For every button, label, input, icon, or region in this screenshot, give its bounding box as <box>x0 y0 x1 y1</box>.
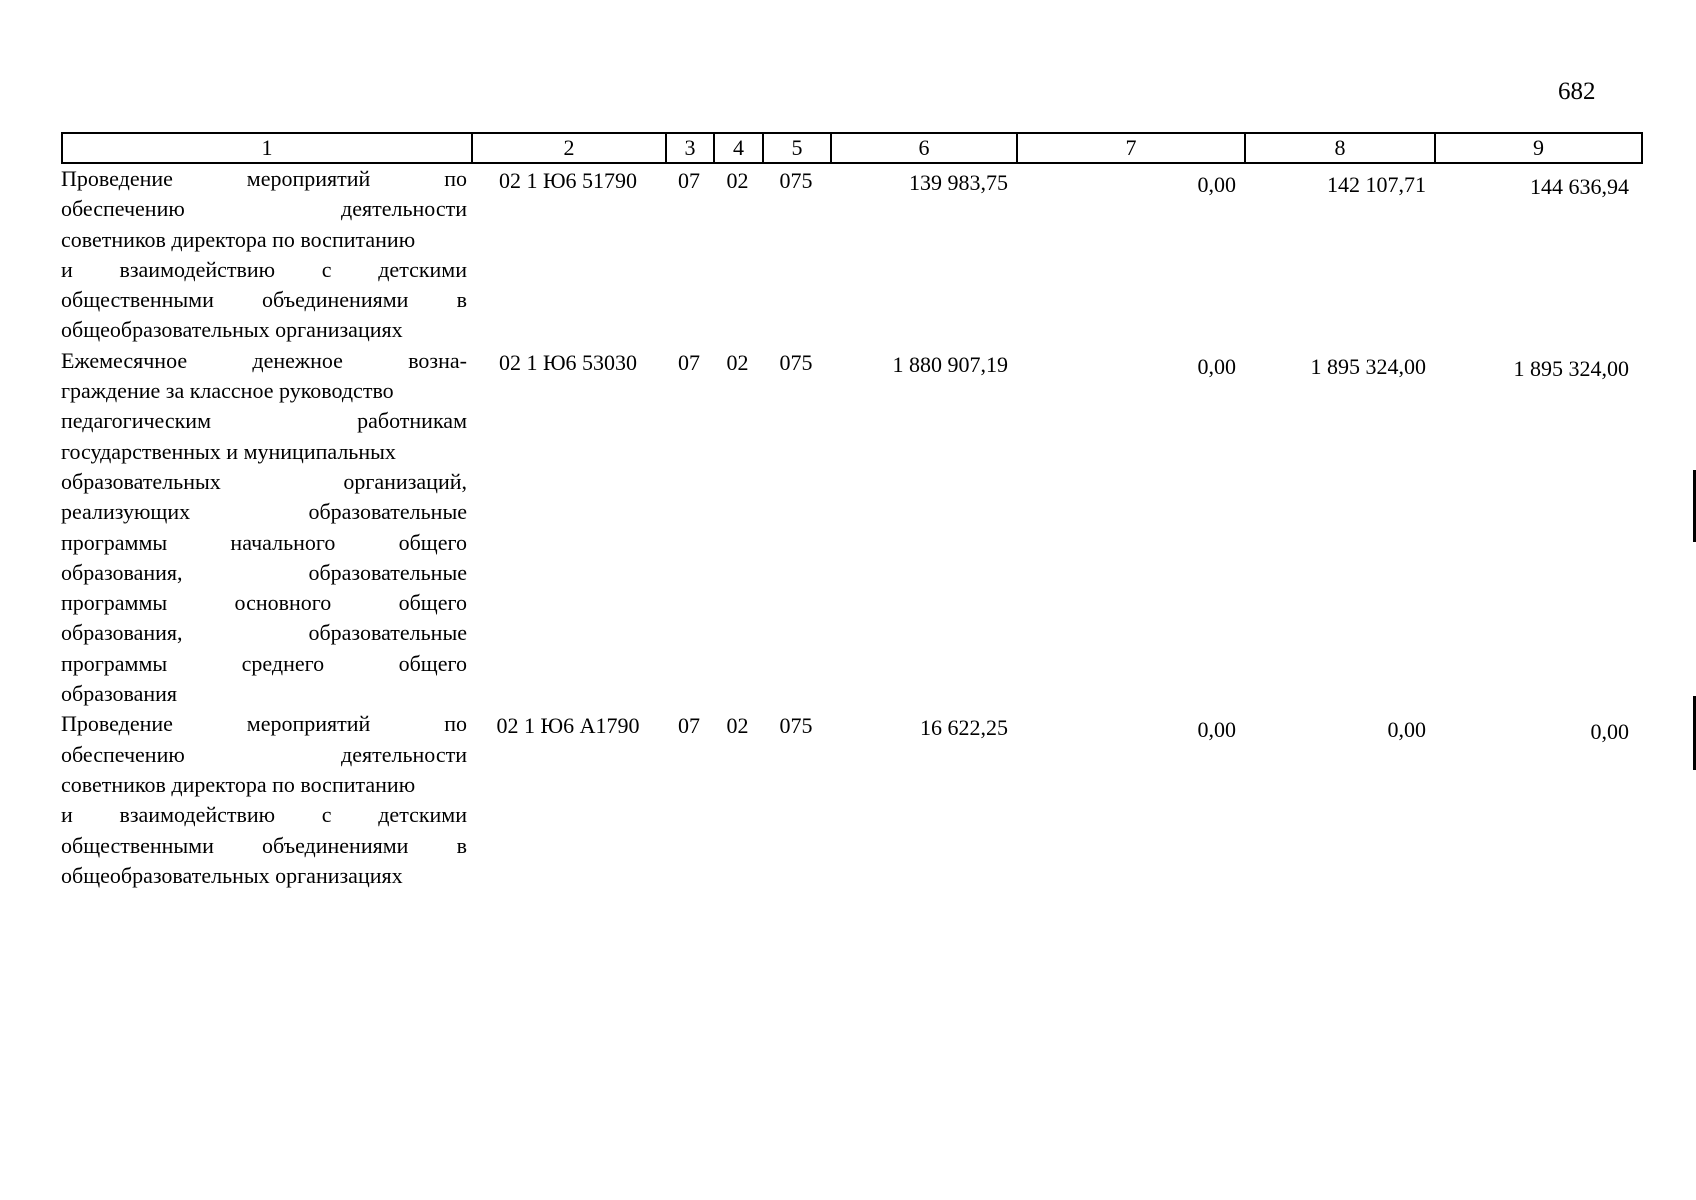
name-word: образовательные <box>308 499 467 525</box>
table-header <box>61 132 1643 164</box>
amount-col6-cell: 1 880 907,19 <box>892 351 1008 377</box>
name-word: деятельности <box>341 196 467 222</box>
amount-col8-cell: 0,00 <box>1387 717 1426 743</box>
name-word: программы <box>61 650 168 676</box>
section-cell: 07 <box>678 349 700 375</box>
amount-col8-cell: 1 895 324,00 <box>1310 353 1426 379</box>
name-word: общего <box>398 590 467 616</box>
row-name-cell <box>61 164 471 346</box>
name-word: государственных и муниципальных <box>61 438 396 464</box>
name-word: советников директора по воспитанию <box>61 226 416 252</box>
column-header-1: 1 <box>61 134 471 162</box>
expense-type-cell: 075 <box>779 349 813 375</box>
name-line <box>61 679 467 709</box>
name-line <box>61 831 467 861</box>
row-name-cell <box>61 709 471 891</box>
amount-col6-cell: 16 622,25 <box>920 715 1008 741</box>
code-cell: 02 1 Ю6 53030 <box>498 349 638 375</box>
name-line <box>61 285 467 315</box>
name-word: образования <box>61 681 178 707</box>
name-word: общего <box>398 529 467 555</box>
section-cell: 07 <box>678 713 700 739</box>
name-line <box>61 558 467 588</box>
amount-col9-cell: 144 636,94 <box>1530 174 1629 199</box>
name-word: образовательные <box>308 559 467 585</box>
row-name-cell <box>61 346 471 710</box>
name-word: детскими <box>378 802 467 828</box>
name-word: начального <box>230 529 336 555</box>
name-word: общеобразовательных организациях <box>61 317 403 343</box>
name-line <box>61 649 467 679</box>
subsection-cell: 02 <box>726 349 749 375</box>
column-header-3: 3 <box>665 134 713 162</box>
table-body <box>61 164 1643 891</box>
name-word: Проведение <box>61 166 173 191</box>
column-header-8: 8 <box>1244 134 1434 162</box>
name-word: программы <box>61 590 168 616</box>
name-word: граждение за классное руководство <box>61 378 394 404</box>
page-number: 682 <box>1558 78 1596 105</box>
name-line <box>61 528 467 558</box>
name-line <box>61 437 467 467</box>
column-header-2: 2 <box>471 134 665 162</box>
name-word: денежное <box>252 347 343 373</box>
name-word: организаций, <box>343 468 467 494</box>
name-line <box>61 164 467 194</box>
name-line <box>61 376 467 406</box>
name-word: мероприятий <box>246 711 371 737</box>
name-line <box>61 588 467 618</box>
amount-col9-cell: 0,00 <box>1590 719 1629 745</box>
name-line <box>61 740 467 770</box>
amount-col6-cell: 139 983,75 <box>909 170 1008 195</box>
name-word: по <box>444 166 467 191</box>
table-row <box>61 346 1643 710</box>
name-word: общего <box>398 650 467 676</box>
name-word: с <box>321 802 332 828</box>
name-word: общеобразовательных организациях <box>61 862 403 888</box>
name-line <box>61 709 467 739</box>
name-line <box>61 467 467 497</box>
name-line <box>61 800 467 830</box>
column-header-7: 7 <box>1016 134 1244 162</box>
name-word: образовательные <box>308 620 467 646</box>
subsection-cell: 02 <box>726 713 749 739</box>
expense-type-cell: 075 <box>779 713 813 739</box>
name-word: образования, <box>61 559 183 585</box>
name-word: среднего <box>241 650 325 676</box>
amount-col7-cell: 0,00 <box>1197 717 1236 743</box>
name-word: объединениями <box>262 832 409 858</box>
name-line <box>61 225 467 255</box>
name-word: общественными <box>61 832 214 858</box>
name-word: взаимодействию <box>119 256 276 282</box>
name-word: работникам <box>357 408 467 434</box>
name-word: основного <box>234 590 332 616</box>
name-word: образовательных <box>61 468 221 494</box>
name-line <box>61 618 467 648</box>
name-line <box>61 346 467 376</box>
table-row <box>61 164 1643 346</box>
name-word: в <box>456 287 467 313</box>
amount-col7-cell: 0,00 <box>1197 353 1236 379</box>
name-word: по <box>444 711 467 737</box>
name-word: в <box>456 832 467 858</box>
amount-col7-cell: 0,00 <box>1197 172 1236 197</box>
name-word: Ежемесячное <box>61 347 188 373</box>
name-line <box>61 770 467 800</box>
name-word: обеспечению <box>61 741 185 767</box>
name-line <box>61 315 467 345</box>
column-header-5: 5 <box>762 134 830 162</box>
name-word: с <box>321 256 332 282</box>
table-row <box>61 709 1643 891</box>
name-word: советников директора по воспитанию <box>61 771 416 797</box>
name-word: образования, <box>61 620 183 646</box>
subsection-cell: 02 <box>726 168 749 193</box>
name-word: и <box>61 256 73 282</box>
name-word: мероприятий <box>246 166 371 191</box>
name-word: общественными <box>61 287 214 313</box>
name-word: реализующих <box>61 499 191 525</box>
name-line <box>61 255 467 285</box>
name-word: и <box>61 802 73 828</box>
name-word: обеспечению <box>61 196 185 222</box>
name-word: деятельности <box>341 741 467 767</box>
name-word: возна- <box>408 347 467 373</box>
section-cell: 07 <box>678 168 700 193</box>
name-line <box>61 194 467 224</box>
name-word: объединениями <box>262 287 409 313</box>
name-line <box>61 861 467 891</box>
amount-col8-cell: 142 107,71 <box>1327 172 1426 197</box>
column-header-9: 9 <box>1434 134 1643 162</box>
name-line <box>61 497 467 527</box>
expense-type-cell: 075 <box>779 168 813 193</box>
column-header-6: 6 <box>830 134 1016 162</box>
name-word: детскими <box>378 256 467 282</box>
amount-col9-cell: 1 895 324,00 <box>1513 355 1629 381</box>
column-header-4: 4 <box>713 134 762 162</box>
code-cell: 02 1 Ю6 А1790 <box>496 713 640 739</box>
name-word: программы <box>61 529 168 555</box>
name-word: педагогическим <box>61 408 212 434</box>
name-word: Проведение <box>61 711 173 737</box>
code-cell: 02 1 Ю6 51790 <box>498 168 638 193</box>
name-line <box>61 406 467 436</box>
name-word: взаимодействию <box>119 802 276 828</box>
